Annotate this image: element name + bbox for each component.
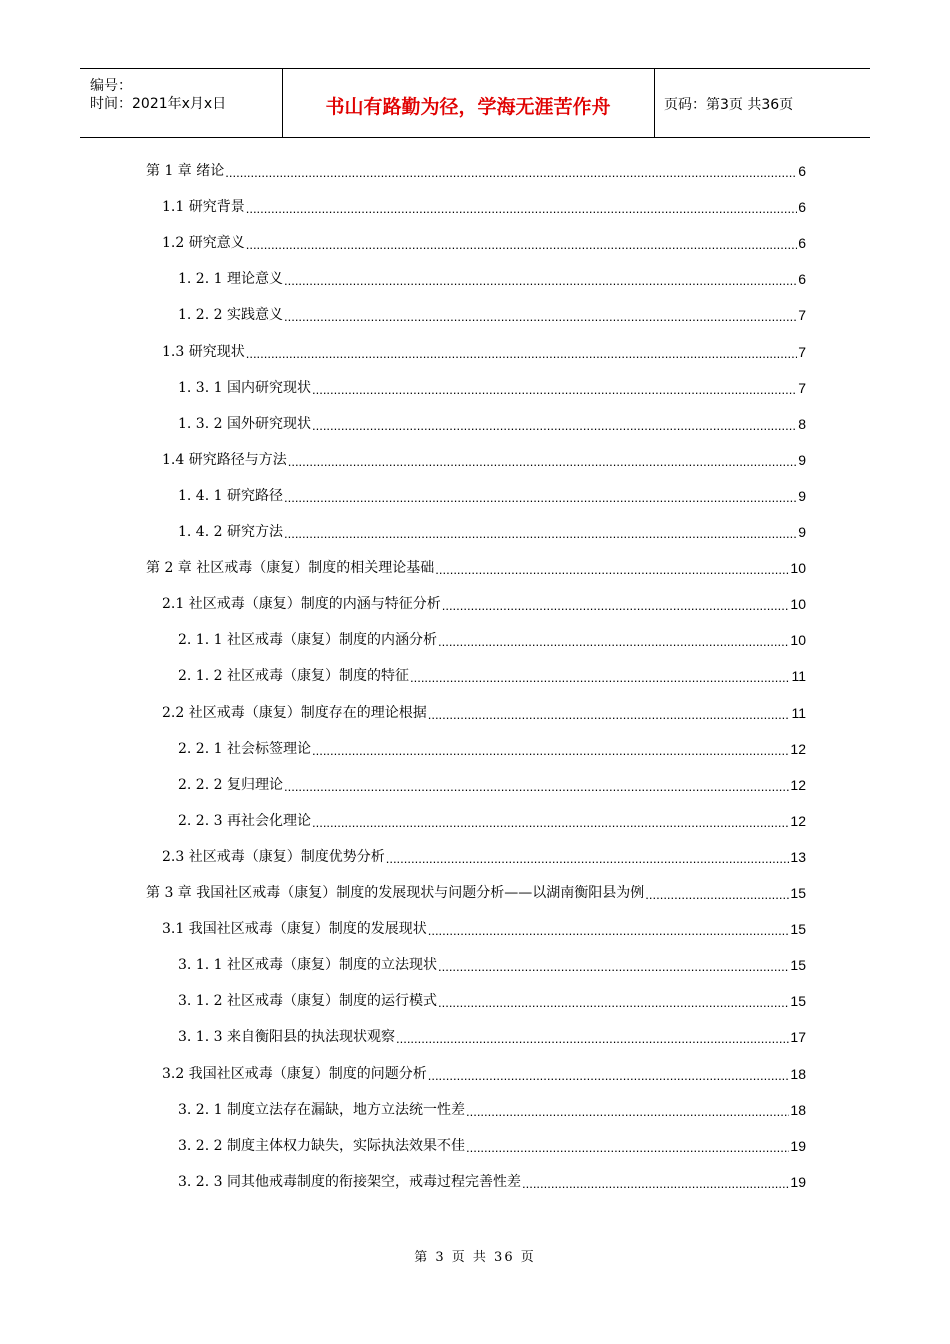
header-page-cell [654, 69, 870, 137]
toc-leader-dots [225, 164, 797, 180]
toc-leader-dots [312, 381, 797, 397]
toc-entry-title: 1. 4. 2 研究方法 [178, 524, 283, 540]
header-page-number: 页码：第3页 共36页 [664, 97, 794, 113]
toc-entry-title: 第 1 章 绪论 [146, 163, 225, 179]
toc-entry-title: 第 2 章 社区戒毒（康复）制度的相关理论基础 [146, 560, 435, 576]
toc-leader-dots [312, 417, 797, 433]
toc-entry[interactable] [178, 1169, 806, 1191]
toc-leader-dots [428, 1067, 790, 1083]
toc-entry-page: 17 [790, 1029, 806, 1045]
header-meta-cell [80, 69, 283, 137]
toc-entry-page: 7 [798, 380, 806, 396]
toc-entry-page: 15 [790, 957, 806, 973]
toc-entry-title: 1.2 研究意义 [162, 235, 245, 251]
toc-entry-page: 9 [798, 524, 806, 540]
toc-entry-page: 12 [790, 813, 806, 829]
toc-entry-title: 2. 2. 2 复归理论 [178, 777, 283, 793]
page-footer: 第 3 页 共 36 页 [414, 1250, 536, 1265]
toc-leader-dots [284, 525, 797, 541]
toc-leader-dots [312, 742, 789, 758]
toc-leader-dots [288, 453, 797, 469]
toc-entry-page: 11 [791, 705, 806, 721]
toc-entry[interactable] [178, 1133, 806, 1155]
toc-entry-title: 3. 1. 3 来自衡阳县的执法现状观察 [178, 1029, 395, 1045]
header-time: 时间：2021年x月x日 [90, 96, 227, 112]
toc-leader-dots [386, 850, 790, 866]
toc-entry-title: 2.3 社区戒毒（康复）制度优势分析 [162, 849, 385, 865]
toc-entry[interactable] [162, 1061, 806, 1083]
toc-entry-title: 2. 2. 1 社会标签理论 [178, 741, 311, 757]
toc-entry-title: 3. 1. 2 社区戒毒（康复）制度的运行模式 [178, 993, 437, 1009]
toc-entry[interactable] [178, 663, 806, 685]
toc-leader-dots [284, 272, 797, 288]
toc-entry-title: 2. 1. 1 社区戒毒（康复）制度的内涵分析 [178, 632, 437, 648]
toc-entry-page: 10 [790, 632, 806, 648]
toc-entry-page: 10 [790, 596, 806, 612]
toc-leader-dots [246, 345, 797, 361]
toc-entry[interactable] [146, 880, 806, 902]
toc-entry[interactable] [178, 302, 806, 324]
toc-entry-title: 1. 2. 2 实践意义 [178, 307, 283, 323]
toc-entry[interactable] [178, 952, 806, 974]
toc-entry[interactable] [178, 519, 806, 541]
toc-entry-title: 1. 3. 2 国外研究现状 [178, 416, 311, 432]
toc-leader-dots [410, 669, 790, 685]
header-number: 编号： [90, 78, 132, 94]
toc-leader-dots [246, 200, 797, 216]
toc-entry-page: 6 [798, 199, 806, 215]
header-motto: 书山有路勤为径，学海无涯苦作舟 [325, 96, 611, 118]
toc-entry-title: 3.2 我国社区戒毒（康复）制度的问题分析 [162, 1066, 427, 1082]
page-header [80, 68, 870, 138]
toc-entry-page: 11 [791, 668, 806, 684]
toc-leader-dots [396, 1030, 789, 1046]
toc-entry[interactable] [178, 411, 806, 433]
toc-leader-dots [442, 597, 790, 613]
toc-leader-dots [522, 1175, 789, 1191]
toc-leader-dots [438, 633, 789, 649]
toc-entry-page: 6 [798, 235, 806, 251]
toc-leader-dots [428, 706, 791, 722]
toc-entry-title: 2. 2. 3 再社会化理论 [178, 813, 311, 829]
toc-entry-title: 3. 1. 1 社区戒毒（康复）制度的立法现状 [178, 957, 437, 973]
toc-entry[interactable] [162, 916, 806, 938]
toc-entry-title: 1.1 研究背景 [162, 199, 245, 215]
toc-entry-page: 6 [798, 271, 806, 287]
toc-leader-dots [466, 1103, 789, 1119]
toc-entry-title: 3. 2. 2 制度主体权力缺失，实际执法效果不佳 [178, 1138, 465, 1154]
toc-entry[interactable] [178, 1024, 806, 1046]
toc-leader-dots [312, 814, 789, 830]
toc-entry[interactable] [146, 158, 806, 180]
toc-leader-dots [435, 561, 789, 577]
toc-entry-page: 10 [790, 560, 806, 576]
toc-entry-title: 1. 3. 1 国内研究现状 [178, 380, 311, 396]
toc-entry[interactable] [178, 736, 806, 758]
toc-entry[interactable] [162, 844, 806, 866]
header-motto-cell [282, 69, 655, 137]
toc-entry-page: 8 [798, 416, 806, 432]
toc-entry-title: 2.1 社区戒毒（康复）制度的内涵与特征分析 [162, 596, 441, 612]
toc-entry-title: 1. 2. 1 理论意义 [178, 271, 283, 287]
toc-entry-page: 18 [790, 1066, 806, 1082]
toc-leader-dots [284, 778, 789, 794]
toc-leader-dots [284, 308, 797, 324]
toc-entry-title: 3. 2. 1 制度立法存在漏缺，地方立法统一性差 [178, 1102, 465, 1118]
toc-entry-page: 15 [790, 921, 806, 937]
toc-entry[interactable] [178, 988, 806, 1010]
toc-entry[interactable] [178, 1097, 806, 1119]
toc-leader-dots [428, 922, 790, 938]
toc-entry-page: 7 [798, 307, 806, 323]
toc-entry-page: 12 [790, 777, 806, 793]
toc-entry-page: 18 [790, 1102, 806, 1118]
toc-entry[interactable] [162, 230, 806, 252]
toc-entry[interactable] [162, 339, 806, 361]
toc-entry[interactable] [178, 375, 806, 397]
toc-entry-page: 9 [798, 488, 806, 504]
toc-entry-title: 第 3 章 我国社区戒毒（康复）制度的发展现状与问题分析——以湖南衡阳县为例 [146, 885, 645, 901]
toc-entry-title: 1. 4. 1 研究路径 [178, 488, 283, 504]
toc-entry-title: 1.4 研究路径与方法 [162, 452, 287, 468]
toc-entry[interactable] [178, 266, 806, 288]
toc-entry[interactable] [162, 194, 806, 216]
toc-leader-dots [438, 958, 789, 974]
toc-leader-dots [645, 886, 789, 902]
toc-entry-page: 13 [790, 849, 806, 865]
toc-entry-page: 15 [790, 993, 806, 1009]
toc-entry[interactable] [162, 591, 806, 613]
toc-entry-title: 2.2 社区戒毒（康复）制度存在的理论根据 [162, 705, 427, 721]
toc-leader-dots [438, 994, 789, 1010]
toc-entry[interactable] [178, 772, 806, 794]
toc-entry[interactable] [178, 627, 806, 649]
toc-entry-page: 15 [790, 885, 806, 901]
toc-entry-page: 19 [790, 1174, 806, 1190]
toc-entry[interactable] [162, 700, 806, 722]
toc-entry-page: 19 [790, 1138, 806, 1154]
toc-entry-title: 3. 2. 3 同其他戒毒制度的衔接架空，戒毒过程完善性差 [178, 1174, 521, 1190]
toc-entry-page: 12 [790, 741, 806, 757]
toc-entry-page: 7 [798, 344, 806, 360]
toc-entry-page: 9 [798, 452, 806, 468]
toc-leader-dots [466, 1139, 789, 1155]
toc-entry-page: 6 [798, 163, 806, 179]
toc-leader-dots [246, 236, 797, 252]
toc-entry[interactable] [162, 447, 806, 469]
toc-leader-dots [284, 489, 797, 505]
toc-entry[interactable] [178, 808, 806, 830]
toc-entry[interactable] [178, 483, 806, 505]
toc-entry[interactable] [146, 555, 806, 577]
toc-entry-title: 2. 1. 2 社区戒毒（康复）制度的特征 [178, 668, 409, 684]
toc-entry-title: 3.1 我国社区戒毒（康复）制度的发展现状 [162, 921, 427, 937]
toc-entry-title: 1.3 研究现状 [162, 344, 245, 360]
